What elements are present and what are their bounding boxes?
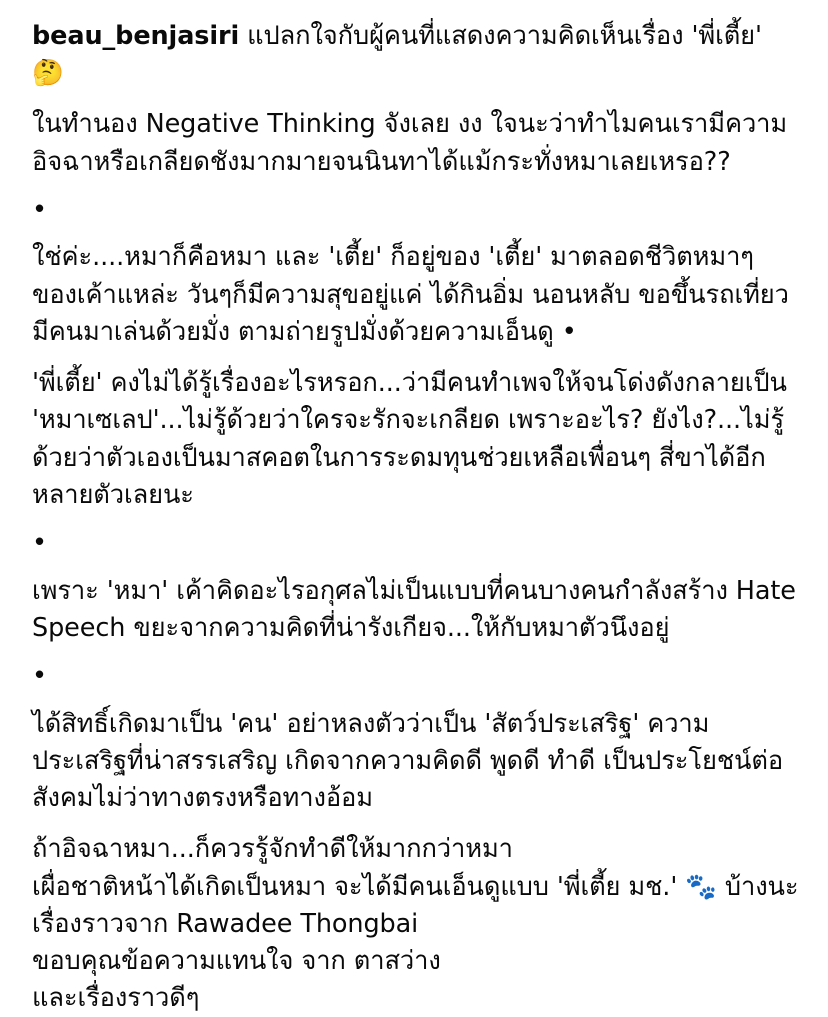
bullet-separator: • — [32, 528, 47, 558]
caption-paragraph: ใช่ค่ะ....หมาก็คือหมา และ 'เตี้ย' ก็อยู่ของ 'เตี้ย' มาตลอดชีวิตหมาๆ ของเค้าแหล่ะ วันๆก็มีความสุขอยู่แค่ ได้กินอิ่ม นอนหลับ ขอขึ้นรถเที่ยว มีคนมาเล่นด้วยมั่ง ตามถ่ายรูปมั่งด้วยความเอ็นดู • — [32, 242, 789, 347]
caption-paragraph: เรื่องราวจาก Rawadee Thongbai — [32, 908, 419, 939]
username[interactable]: beau_benjasiri — [32, 21, 240, 51]
bullet-separator: • — [32, 661, 47, 692]
post-caption — [32, 18, 800, 1014]
bullet-separator: • — [32, 194, 47, 225]
caption-paragraph: ขอบคุณข้อความแทนใจ จาก ตาสว่าง — [32, 945, 441, 976]
caption-paragraph: ในทำนอง Negative Thinking จังเลย งง ใจนะว่าทำไมคนเรามีความอิจฉาหรือเกลียดชังมากมายจนนินทาได้แม้กระทั่งหมาเลยเหรอ?? — [32, 109, 788, 177]
caption-paragraph: ถ้าอิจฉาหมา...ก็ควรรู้จักทำดีให้มากกว่าหมา — [32, 834, 513, 865]
caption-paragraph: เพราะ 'หมา' เค้าคิดอะไรอกุศลไม่เป็นแบบที่คนบางคนกำลังสร้าง Hate Speech ขยะจากความคิดที่น่ารังเกียจ...ให้กับหมาตัวนึงอยู่ — [32, 575, 796, 643]
caption-text-1: แปลกใจกับผู้คนที่แสดงความคิดเห็นเรื่อง 'พี่เตี้ย' 🤔 — [32, 21, 762, 89]
caption-clipped-line: และเรื่องราวดีๆ — [32, 983, 200, 1014]
caption-paragraph: 'พี่เตี้ย' คงไม่ได้รู้เรื่องอะไรหรอก...ว่ามีคนทำเพจให้จนโด่งดังกลายเป็น 'หมาเซเลป'...ไม่รู้ด้วยว่าใครจะรักจะเกลียด เพราะอะไร? ยังไง?...ไม่รู้ด้วยว่าตัวเองเป็นมาสคอตในการระดมทุนช่วยเหลือเพื่อนๆ สี่ขาได้อีกหลายตัวเลยนะ — [32, 368, 787, 510]
caption-paragraph: ได้สิทธิ์เกิดมาเป็น 'คน' อย่าหลงตัวว่าเป็น 'สัตว์ประเสริฐ' ความประเสริฐที่น่าสรรเสริญ เกิดจากความคิดดี พูดดี ทำดี เป็นประโยชน์ต่อสังคมไม่ว่าทางตรงหรือทางอ้อม — [32, 708, 784, 814]
caption-paragraph: เผื่อชาติหน้าได้เกิดเป็นหมา จะได้มีคนเอ็นดูแบบ 'พี่เตี้ย มช.' 🐾 บ้างนะ — [32, 871, 799, 902]
caption-paragraph — [32, 18, 800, 92]
